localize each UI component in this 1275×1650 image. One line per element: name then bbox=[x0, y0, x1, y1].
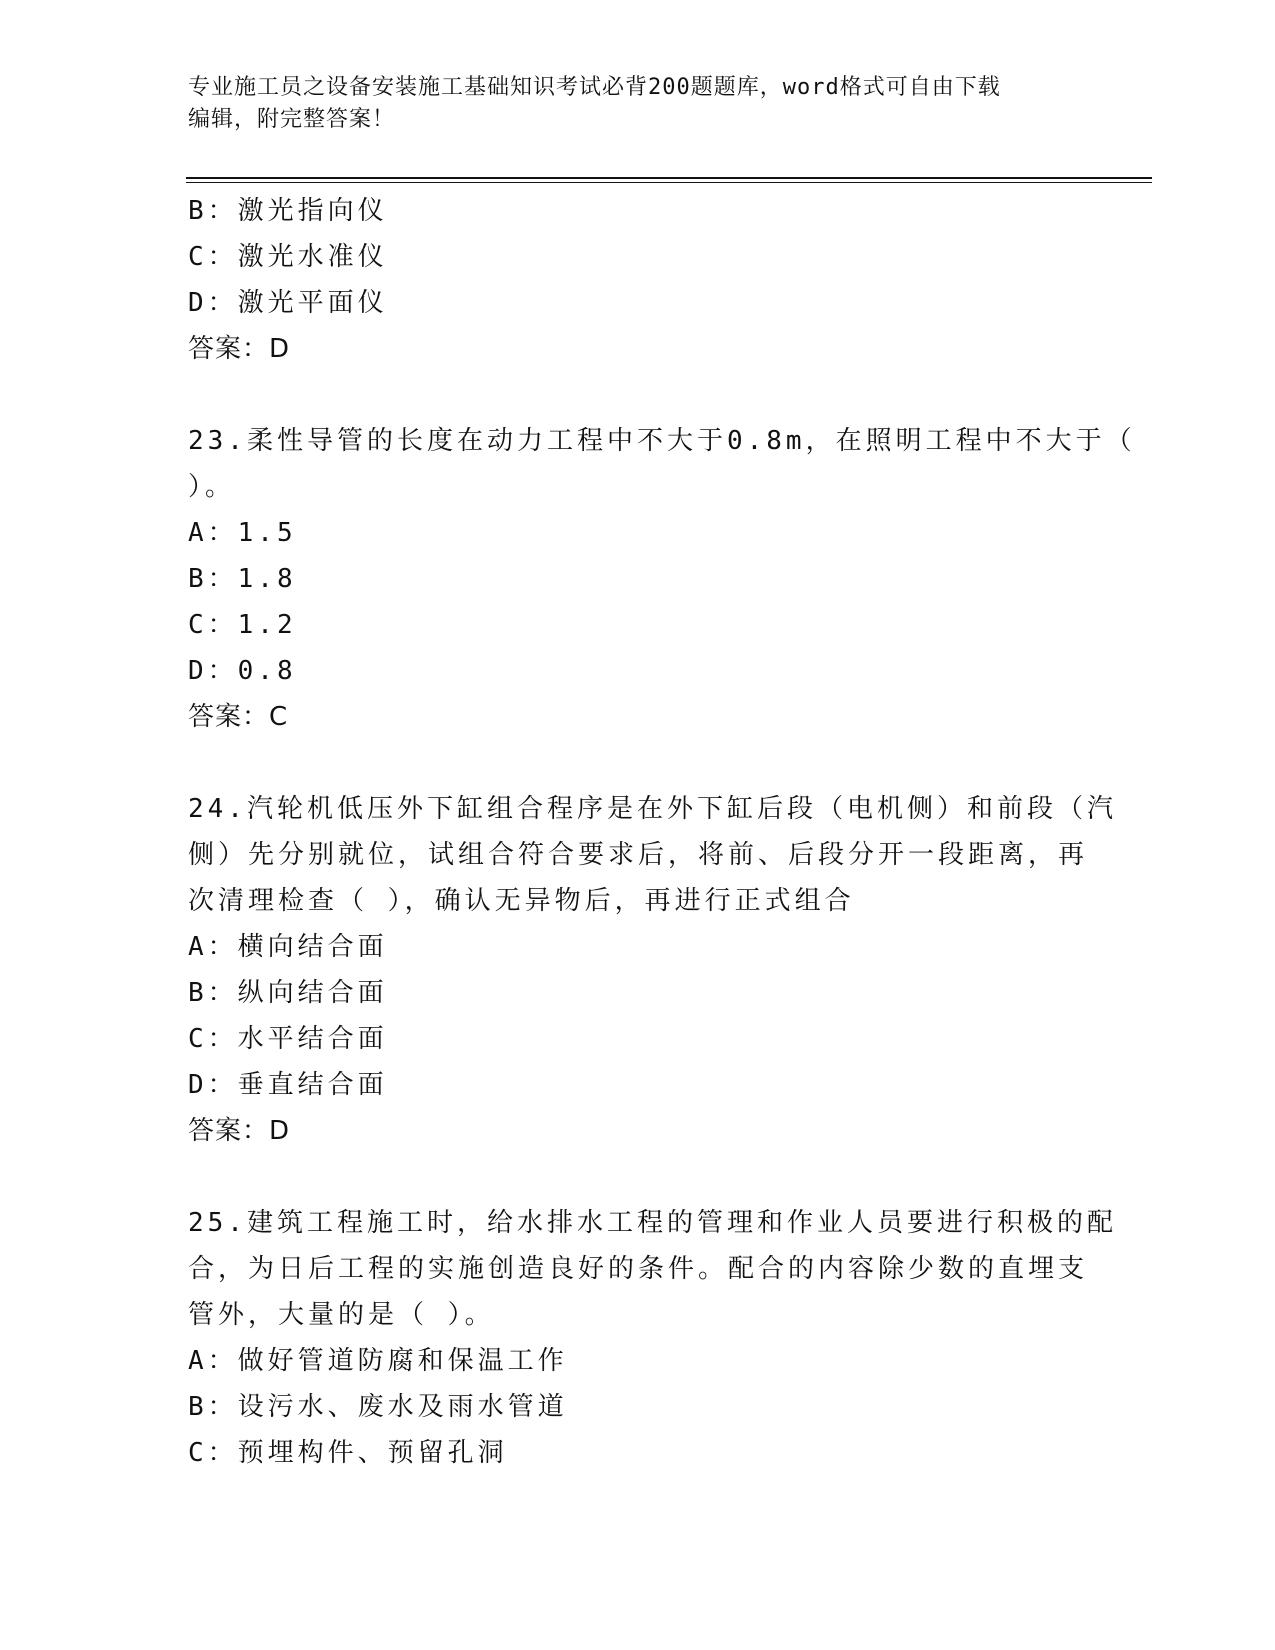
header-rule-thin bbox=[186, 182, 1152, 183]
option-c: C：1.2 bbox=[188, 610, 297, 640]
question-25 bbox=[188, 1200, 1117, 1476]
header-line-2: 编辑，附完整答案！ bbox=[188, 107, 396, 132]
question-text-line: 24.汽轮机低压外下缸组合程序是在外下缸后段（电机侧）和前段（汽 bbox=[188, 794, 1117, 824]
option-a: A：横向结合面 bbox=[188, 932, 388, 962]
question-text-line: 25.建筑工程施工时，给水排水工程的管理和作业人员要进行积极的配 bbox=[188, 1208, 1117, 1238]
option-c: C：激光水准仪 bbox=[188, 242, 388, 272]
question-22-tail bbox=[188, 188, 1088, 372]
question-24 bbox=[188, 786, 1117, 1154]
question-list bbox=[188, 188, 1136, 1476]
spacer bbox=[188, 1154, 1088, 1200]
question-text-line: 侧）先分别就位，试组合符合要求后，将前、后段分开一段距离，再 bbox=[188, 840, 1089, 870]
option-c: C：预埋构件、预留孔洞 bbox=[188, 1438, 508, 1468]
header-rule-thick bbox=[186, 177, 1152, 179]
option-b: B：设污水、废水及雨水管道 bbox=[188, 1392, 568, 1422]
option-d: D：激光平面仪 bbox=[188, 288, 388, 318]
answer: 答案：D bbox=[188, 334, 291, 364]
question-23 bbox=[188, 418, 1136, 740]
spacer bbox=[188, 372, 1088, 418]
header-line-1: 专业施工员之设备安装施工基础知识考试必背200题题库，word格式可自由下载 bbox=[188, 75, 1001, 100]
question-text-line: 23.柔性导管的长度在动力工程中不大于0.8m，在照明工程中不大于（ bbox=[188, 426, 1136, 456]
option-b: B：1.8 bbox=[188, 564, 297, 594]
spacer bbox=[188, 740, 1088, 786]
option-c: C：水平结合面 bbox=[188, 1024, 388, 1054]
option-b: B：纵向结合面 bbox=[188, 978, 388, 1008]
option-a: A：做好管道防腐和保温工作 bbox=[188, 1346, 568, 1376]
option-d: D：0.8 bbox=[188, 656, 297, 686]
question-text-line: 管外，大量的是（ ）。 bbox=[188, 1300, 495, 1330]
answer: 答案：C bbox=[188, 702, 289, 732]
option-a: A：1.5 bbox=[188, 518, 297, 548]
question-text-line: 次清理检查（ ），确认无异物后，再进行正式组合 bbox=[188, 886, 855, 916]
question-text-line: 合，为日后工程的实施创造良好的条件。配合的内容除少数的直埋支 bbox=[188, 1254, 1089, 1284]
option-d: D：垂直结合面 bbox=[188, 1070, 388, 1100]
answer: 答案：D bbox=[188, 1116, 291, 1146]
question-text-line: ）。 bbox=[188, 472, 236, 502]
option-b: B：激光指向仪 bbox=[188, 196, 388, 226]
document-header bbox=[188, 72, 1068, 136]
